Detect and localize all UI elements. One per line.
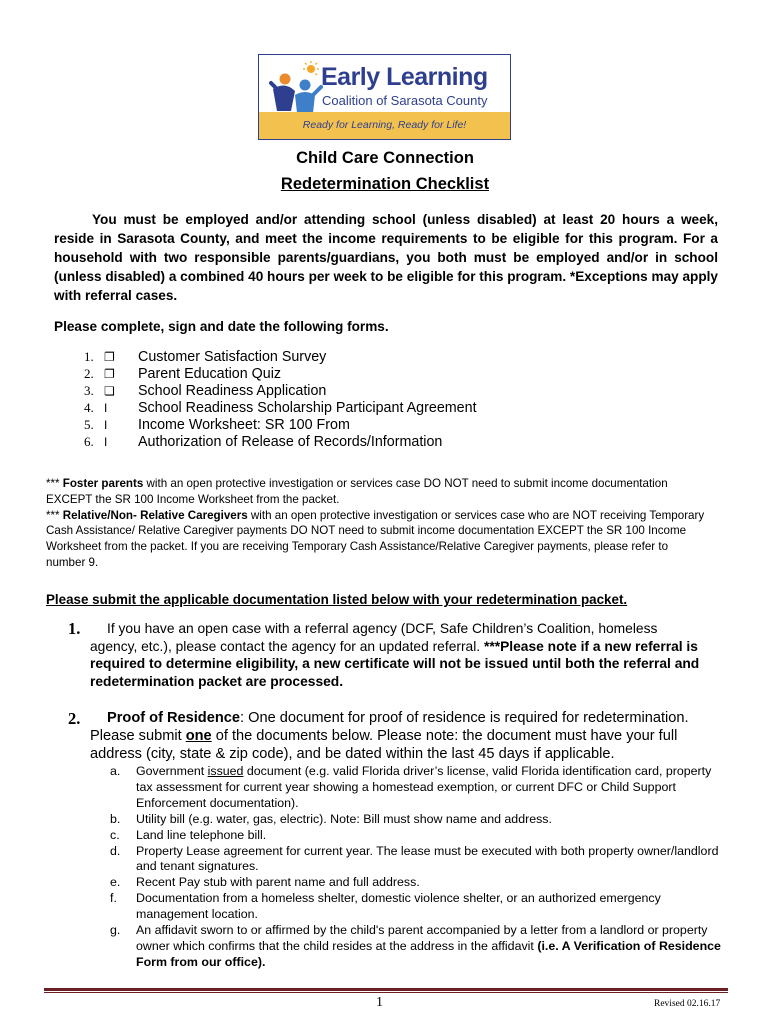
checkbox-icon[interactable]: I xyxy=(104,434,108,449)
footer-rule-thin xyxy=(44,992,728,993)
relative-caregivers-note xyxy=(46,508,706,571)
logo-tagline: Ready for Learning, Ready for Life! xyxy=(259,112,510,139)
checklist-item xyxy=(84,433,477,450)
list-item xyxy=(110,891,730,923)
item-label: Authorization of Release of Records/Information xyxy=(138,433,443,450)
list-item xyxy=(110,828,730,844)
logo-subtitle: Coalition of Sarasota County xyxy=(322,93,488,108)
checklist-item xyxy=(84,382,477,399)
item-letter: g. xyxy=(110,923,121,938)
proof-one: one xyxy=(185,728,212,744)
referral-note: ***Please note if a new referral is required to determine eligibility, a new certificate will not be issued until both the referral and redetermination packet are processed. xyxy=(90,638,700,689)
checkbox-icon[interactable]: ❐ xyxy=(104,366,115,381)
item-label: Parent Education Quiz xyxy=(138,365,282,382)
doc-text: An affidavit sworn to or affirmed by the child's parent accompanied by a letter from a landlord or property owner which confirms that the child resides at the address in the affidavit xyxy=(136,923,708,953)
doc-text: Utility bill (e.g. water, gas, electric). Note: Bill must show name and address. xyxy=(136,811,552,826)
checkbox-icon[interactable]: ❏ xyxy=(104,383,115,398)
page-subtitle: Redetermination Checklist xyxy=(280,175,490,193)
item-number: 4. xyxy=(84,399,94,415)
checkbox-icon[interactable]: I xyxy=(104,400,108,415)
item-number: 2. xyxy=(84,365,94,381)
note-marker: *** xyxy=(46,508,63,522)
doc-bold: (i.e. A Verification of Residence Form from our office). xyxy=(136,938,721,969)
note-marker: *** xyxy=(46,477,63,490)
doc-issued: issued xyxy=(207,764,244,778)
doc-text: Government xyxy=(136,764,208,778)
item-letter: e. xyxy=(110,875,121,890)
eligibility-intro: You must be employed and/or attending school (unless disabled) at least 20 hours a week, reside in Sarasota County, and meet the income requirements to be eligible for this program. For a household with two responsible parents/guardians, you both must be employed and/or in school (unless disabled) a combined 40 hours per week to be eligible for this program. *Exceptions may apply with referral cases. xyxy=(54,212,718,303)
referral-item xyxy=(90,620,708,690)
foster-parents-note xyxy=(46,476,706,508)
item-number: 1. xyxy=(84,348,94,364)
doc-text: Land line telephone bill. xyxy=(136,827,267,842)
item-1-number: 1. xyxy=(68,619,81,638)
checklist-item xyxy=(84,416,477,433)
note-bold: Foster parents xyxy=(62,477,144,490)
revision-date: Revised 02.16.17 xyxy=(654,999,721,1009)
item-label: Income Worksheet: SR 100 From xyxy=(138,416,350,433)
list-item xyxy=(110,764,730,812)
item-number: 3. xyxy=(84,382,94,398)
list-item xyxy=(110,844,730,876)
checklist-item xyxy=(84,348,477,365)
item-label: School Readiness Scholarship Participant Agreement xyxy=(138,399,477,416)
page-title: Child Care Connection xyxy=(296,149,474,167)
item-label: School Readiness Application xyxy=(138,382,327,399)
item-letter: d. xyxy=(110,843,121,858)
referral-text: If you have an open case with a referral agency (DCF, Safe Children’s Coalition, homeless agency, etc.), please contact the agency for an updated referral. xyxy=(90,621,658,654)
residence-documents-list xyxy=(110,764,730,971)
list-item xyxy=(110,812,730,828)
item-label: Customer Satisfaction Survey xyxy=(138,348,327,365)
proof-of-residence-item xyxy=(90,709,720,763)
children-figures-icon xyxy=(267,61,323,115)
footer-rule xyxy=(44,988,728,991)
doc-text: document (e.g. valid Florida driver’s license, valid Florida identification card, property tax assessment for current year showing a homestead exemption, or current DFC or Child Support Enforcement documentation). xyxy=(136,764,712,810)
caregiver-notes xyxy=(46,476,706,571)
checklist-item xyxy=(84,365,477,382)
doc-text: Recent Pay stub with parent name and full address. xyxy=(136,875,420,890)
logo-name: Early Learning xyxy=(321,63,488,91)
doc-text: Property Lease agreement for current year. The lease must be executed with both property owner/landlord and tenant signatures. xyxy=(136,843,719,874)
checkbox-icon[interactable]: ❐ xyxy=(104,349,115,364)
proof-text-b: of the documents below. Please note: the document must have your full address (city, state & zip code), and be dated within the last 45 days if applicable. xyxy=(90,728,678,762)
early-learning-logo xyxy=(258,54,511,140)
checkbox-icon[interactable]: I xyxy=(104,417,108,432)
list-item xyxy=(110,923,730,971)
forms-heading: Please complete, sign and date the following forms. xyxy=(54,319,389,334)
item-number: 6. xyxy=(84,433,94,449)
submit-heading: Please submit the applicable documentation listed below with your redetermination packet. xyxy=(46,592,628,607)
proof-text-a: : One document for proof of residence is required for redetermination. Please submit xyxy=(90,710,689,744)
item-number: 5. xyxy=(84,416,94,432)
item-2-number: 2. xyxy=(68,709,81,728)
note-bold: Relative/Non- Relative Caregivers xyxy=(62,508,248,522)
item-letter: c. xyxy=(110,827,120,842)
item-letter: b. xyxy=(110,811,121,826)
item-letter: a. xyxy=(110,764,121,778)
forms-checklist xyxy=(84,348,477,450)
checklist-item xyxy=(84,399,477,416)
proof-label: Proof of Residence xyxy=(107,710,240,726)
doc-text: Documentation from a homeless shelter, domestic violence shelter, or an authorized emergency management location. xyxy=(136,891,661,922)
item-letter: f. xyxy=(110,891,117,906)
page-number: 1 xyxy=(376,995,383,1010)
note-text: with an open protective investigation or services case who are NOT receiving Temporary Cash Assistance/ Relative Caregiver payments DO NOT need to submit income documentation EXCEPT the SR 100 Income Worksheet from the packet. If you are receiving Temporary Cash Assistance/Relative Caregiver payments, please refer to number 9. xyxy=(46,508,705,569)
note-text: with an open protective investigation or services case DO NOT need to submit income documentation EXCEPT the SR 100 Income Worksheet from the packet. xyxy=(46,477,668,506)
list-item xyxy=(110,875,730,891)
